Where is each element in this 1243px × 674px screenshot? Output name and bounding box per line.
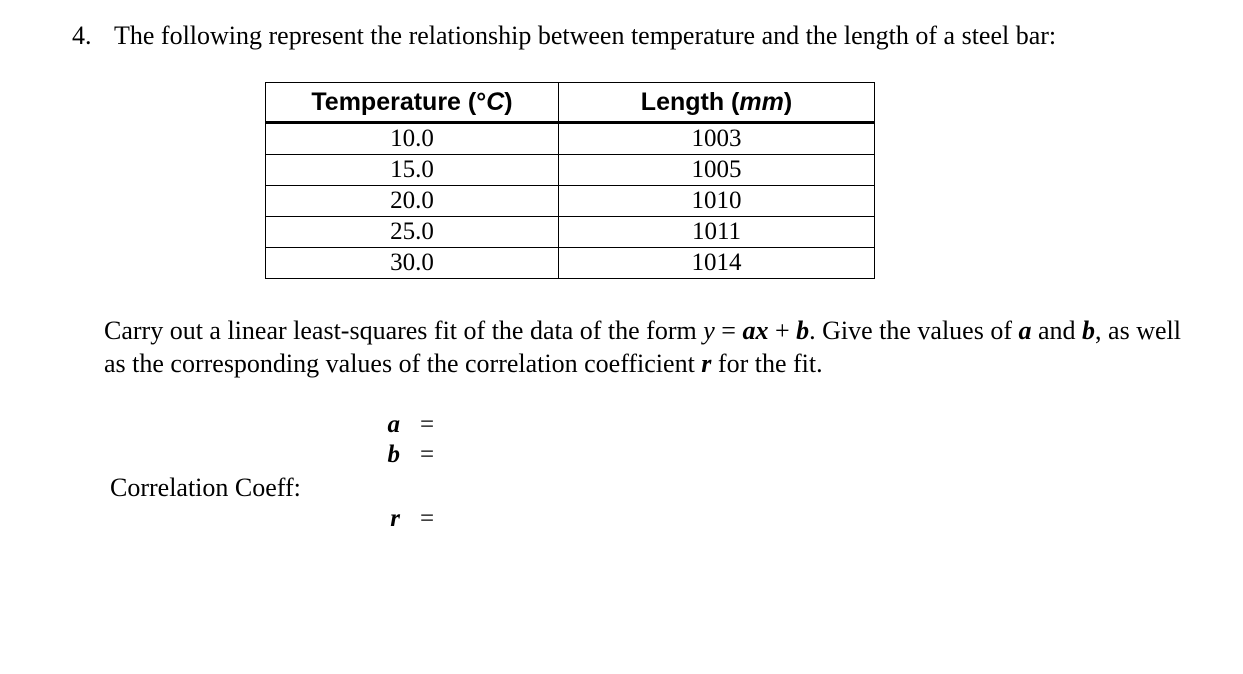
table-row <box>266 123 875 155</box>
instruction-text: Carry out a linear least-squares fit of the data of the form y = ax + b. Give the values of a and b, as well as the corresponding values of the correlation coefficient r for the fit. <box>104 316 1181 378</box>
cell-temperature: 10.0 <box>266 123 559 155</box>
cell-length: 1011 <box>559 217 875 248</box>
correlation-label: Correlation Coeff: <box>110 473 301 502</box>
cell-length: 1014 <box>559 248 875 279</box>
cell-temperature: 25.0 <box>266 217 559 248</box>
header-temperature: Temperature (°C) <box>266 83 559 123</box>
cell-temperature: 30.0 <box>266 248 559 279</box>
cell-temperature: 15.0 <box>266 155 559 186</box>
question-line <box>72 18 1056 54</box>
answer-b <box>374 440 434 470</box>
header-length: Length (mm) <box>559 83 875 123</box>
a-equals: = <box>420 411 435 438</box>
table-row <box>266 248 875 279</box>
cell-length: 1010 <box>559 186 875 217</box>
cell-temperature: 20.0 <box>266 186 559 217</box>
answer-a <box>374 410 434 440</box>
a-symbol: a <box>387 411 400 438</box>
cell-length: 1003 <box>559 123 875 155</box>
r-equals: = <box>420 505 435 532</box>
cell-length: 1005 <box>559 155 875 186</box>
table-row <box>266 186 875 217</box>
data-table <box>265 82 875 279</box>
r-symbol: r <box>390 505 400 532</box>
question-number: 4. <box>72 21 92 50</box>
table-header-row <box>266 83 875 123</box>
question-text: The following represent the relationship between temperature and the length of a steel bar: <box>114 21 1057 50</box>
b-symbol: b <box>387 441 400 468</box>
table-row <box>266 217 875 248</box>
answer-r <box>374 504 434 534</box>
b-equals: = <box>420 441 435 468</box>
table-row <box>266 155 875 186</box>
